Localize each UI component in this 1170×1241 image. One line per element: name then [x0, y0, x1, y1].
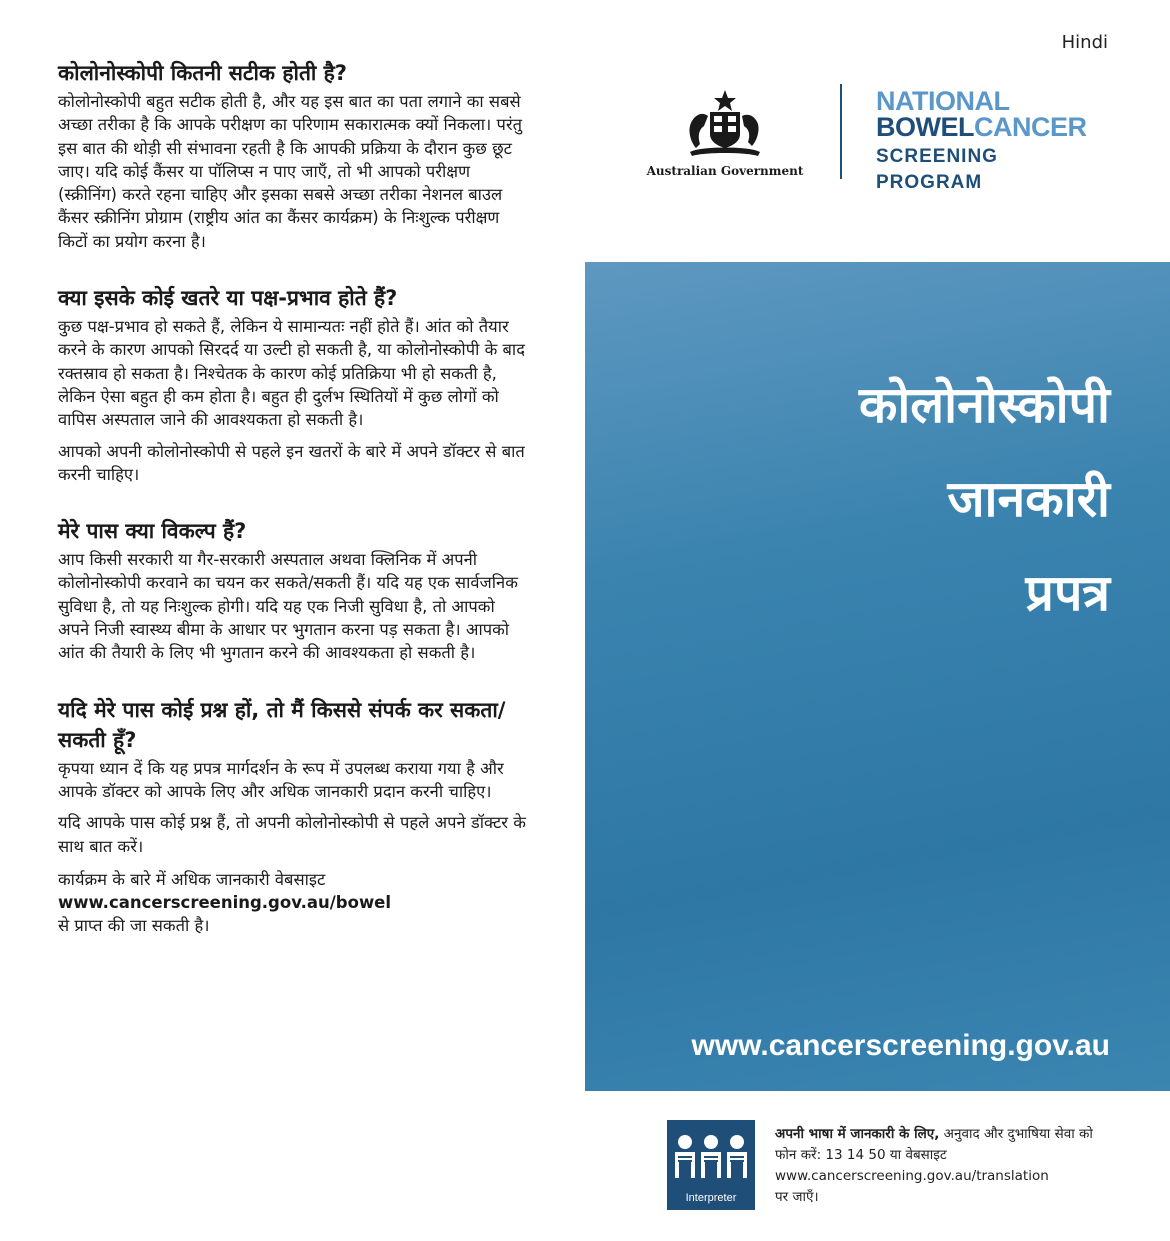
more-info-text-2: से प्राप्त की जा सकती है। [58, 916, 210, 936]
section-risks [58, 283, 528, 486]
program-logo-line1: NATIONAL [876, 86, 1010, 116]
section-paragraph: यदि आपके पास कोई प्रश्न हैं, तो अपनी कोलोनोस्कोपी से पहले अपने डॉक्टर के साथ बात करें। [58, 813, 526, 856]
more-info [58, 868, 528, 938]
bowel-link[interactable]: www.cancerscreening.gov.au/bowel [58, 893, 392, 913]
program-logo-line2 [876, 114, 1110, 140]
interpreter-text-2: पर जाएँ। [775, 1189, 819, 1205]
left-column [58, 58, 528, 946]
interpreter-icon [667, 1126, 755, 1190]
program-logo-cancer: CANCER [974, 112, 1087, 142]
interpreter-bold: अपनी भाषा में जानकारी के लिए, [775, 1126, 940, 1142]
section-paragraph: कृपया ध्यान दें कि यह प्रपत्र मार्गदर्शन के रूप में उपलब्ध कराया गया है और आपके डॉक्टर को आपके लिए और अधिक जानकारी प्रदान करनी चाहिए। [58, 758, 504, 801]
more-info-text: कार्यक्रम के बारे में अधिक जानकारी वेबसाइट [58, 869, 326, 889]
translation-link[interactable]: www.cancerscreening.gov.au/translation [775, 1168, 1049, 1184]
section-paragraph: कोलोनोस्कोपी बहुत सटीक होती है, और यह इस बात का पता लगाने का सबसे अच्छा तरीका है कि आपके परीक्षण का परिणाम सकारात्मक क्यों निकला। परंतु इस बात की थोड़ी सी संभावना रहती है कि आपकी प्रक्रिया के दौरान कुछ छूट जाए। यदि कोई कैंसर या पॉलिप्स न पाए जाएँ, तो भी आपको परीक्षण (स्क्रीनिंग) करते रहना चाहिए और इसका सबसे अच्छा तरीका नेशनल बाउल कैंसर स्क्रीनिंग प्रोग्राम (राष्ट्रीय आंत का कैंसर कार्यक्रम) के निःशुल्क परीक्षण किटों का प्रयोग करना है। [58, 92, 523, 251]
title-line: कोलोनोस्कोपी [858, 376, 1110, 434]
logo-area [640, 84, 1110, 193]
cover-panel [585, 262, 1170, 1091]
interpreter-label: Interpreter [685, 1192, 737, 1204]
section-paragraph: कुछ पक्ष-प्रभाव हो सकते हैं, लेकिन ये सामान्यतः नहीं होते हैं। आंत को तैयार करने के कारण आपको सिरदर्द या उल्टी हो सकती है, या कोलोनोस्कोपी के बाद रक्तस्राव हो सकता है। निश्चेतक के कारण कोई प्रतिक्रिया भी हो सकती है, लेकिन ऐसा बहुत ही कम होता है। बहुत ही दुर्लभ स्थितियों में कुछ लोगों को वापिस अस्पताल जाने की आवश्यकता हो सकती है। [58, 317, 525, 430]
section-accuracy [58, 58, 528, 253]
section-heading: कोलोनोस्कोपी कितनी सटीक होती है? [58, 61, 347, 85]
interpreter-logo [667, 1120, 755, 1210]
section-heading: यदि मेरे पास कोई प्रश्न हों, तो मैं किससे संपर्क कर सकता/सकती हूँ? [58, 697, 506, 752]
section-heading: क्या इसके कोई खतरे या पक्ष-प्रभाव होते हैं? [58, 286, 398, 311]
title-line: जानकारी [947, 470, 1110, 528]
program-logo [876, 88, 1110, 196]
language-label: Hindi [1061, 32, 1108, 53]
gov-text: Australian Government [646, 164, 804, 178]
australian-government-logo [640, 88, 810, 178]
section-paragraph: आप किसी सरकारी या गैर-सरकारी अस्पताल अथवा क्लिनिक में अपनी कोलोनोस्कोपी करवाने का चयन कर सकते/सकती हैं। यदि यह एक सार्वजनिक सुविधा है, तो यह निःशुल्क होगी। यदि यह एक निजी सुविधा है, तो आपको अपने निजी स्वास्थ्य बीमा के आधार पर भुगतान करना पड़ सकता है। आपको आंत की तैयारी के लिए भी भुगतान करने की आवश्यकता हो सकती है। [58, 550, 518, 663]
coat-of-arms-icon [680, 88, 770, 158]
interpreter-text-1: अनुवाद और दुभाषिया सेवा को फोन करें: 13 14 50 या वेबसाइट [775, 1126, 1093, 1163]
cover-title [859, 358, 1110, 640]
website-link[interactable]: www.cancerscreening.gov.au [691, 1029, 1110, 1062]
section-heading: मेरे पास क्या विकल्प हैं? [58, 519, 247, 544]
title-line: प्रपत्र [1025, 564, 1110, 622]
section-paragraph: आपको अपनी कोलोनोस्कोपी से पहले इन खतरों के बारे में अपने डॉक्टर से बात करनी चाहिए। [58, 441, 525, 484]
interpreter-text [775, 1124, 1115, 1208]
logo-divider [840, 84, 842, 179]
program-logo-line3: SCREENING PROGRAM [876, 146, 998, 193]
program-logo-bowel: BOWEL [876, 112, 974, 142]
section-contact [58, 695, 528, 938]
section-options [58, 516, 528, 664]
